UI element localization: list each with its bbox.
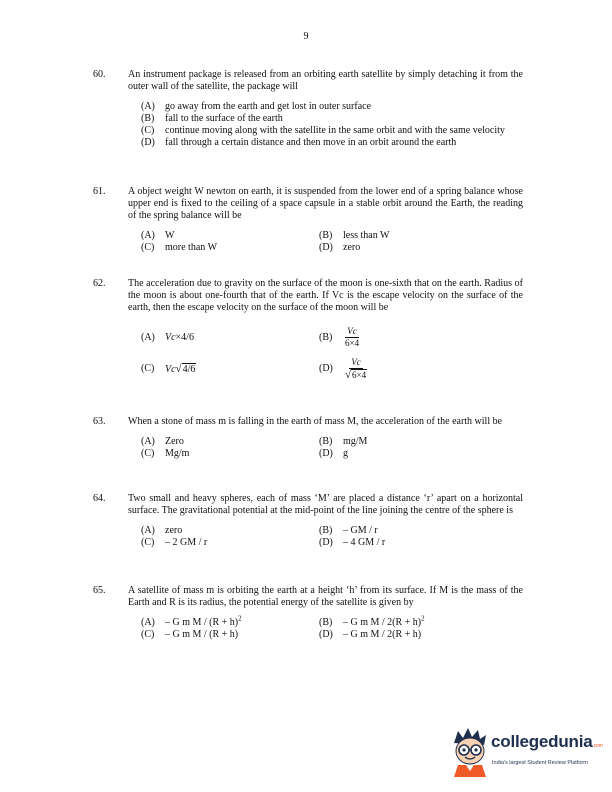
option-a [141, 614, 319, 629]
options-grid [141, 614, 523, 641]
option-text: Zero [165, 436, 184, 447]
radical-sign-icon: √ [175, 362, 182, 375]
option-a [141, 101, 523, 113]
option-b [319, 525, 519, 537]
question-text: A object weight W newton on earth, it is suspended from the lower end of a spring balance whose upper end is fixed to the ceiling of a space capsule in a stable orbit around the Earth, the reading of the spring balance will be [128, 186, 523, 221]
option-text: mg/M [343, 436, 368, 447]
option-label: (A) [141, 525, 155, 536]
question-text: When a stone of mass m is falling in the earth of mass M, the acceleration of the earth will be [128, 416, 503, 427]
brand-name: collegedunia [491, 732, 593, 751]
option-text: W [165, 230, 175, 241]
option-expression [165, 332, 194, 344]
option-label: (B) [141, 113, 155, 124]
question-64 [93, 493, 523, 549]
question-text: A satellite of mass m is orbiting the earth at a height ‘h’ from its surface. If M is the mass of the Earth and R is its radius, the potential energy of the satellite is given by [128, 585, 523, 608]
option-label: (A) [141, 331, 155, 343]
exponent: 2 [238, 614, 242, 623]
option-d [319, 537, 519, 549]
option-c [141, 242, 319, 254]
option-label: (B) [319, 525, 333, 536]
expression-rest: ×4/6 [175, 331, 194, 343]
option-c [141, 363, 319, 376]
option-b [319, 614, 519, 629]
option-text: more than W [165, 242, 218, 253]
option-text: less than W [343, 230, 390, 241]
brand-wordmark [491, 732, 603, 752]
option-d [319, 448, 519, 460]
option-a [141, 230, 319, 242]
question-text: An instrument package is released from an orbiting earth satellite by simply detaching it from the outer wall of the satellite, the package will [128, 69, 523, 92]
option-b [319, 436, 519, 448]
fraction-denominator: 6×4 [345, 338, 360, 348]
option-label: (C) [141, 448, 155, 459]
option-label: (A) [141, 617, 155, 628]
question-number: 63. [93, 416, 106, 427]
option-label: (D) [319, 537, 333, 548]
option-b [141, 113, 523, 125]
question-text: Two small and heavy spheres, each of mass ‘M’ are placed a distance ‘r’ apart on a horizontal surface. The gravitational potential at the mid-point of the line joining the centre of the sphere is [128, 493, 523, 516]
option-label: (C) [141, 537, 155, 548]
option-text: – G m M / (R + h) [165, 629, 239, 640]
option-b [319, 230, 519, 242]
fraction-numerator: Vc [351, 357, 361, 367]
option-text [165, 614, 242, 629]
option-text: – 2 GM / r [165, 537, 208, 548]
option-c [141, 537, 319, 549]
option-label: (B) [319, 230, 333, 241]
option-text: zero [343, 242, 361, 253]
option-d [319, 242, 519, 254]
page-number: 9 [303, 31, 309, 42]
mascot-icon [448, 727, 492, 777]
option-label: (D) [319, 448, 333, 459]
question-63 [93, 416, 523, 460]
option-text: – GM / r [343, 525, 378, 536]
expression: – G m M / (R + h) [165, 617, 239, 628]
option-label: (D) [319, 363, 333, 374]
option-d [319, 629, 519, 641]
option-text [343, 614, 425, 629]
option-label: (C) [141, 242, 155, 253]
option-text: g [343, 448, 348, 459]
option-text: fall through a certain distance and then move in an orbit around the earth [165, 137, 457, 148]
radical-sign-icon: √ [345, 369, 352, 381]
fraction-denominator [343, 369, 369, 381]
brand-suffix: .com [592, 743, 603, 749]
brand-tagline: India's largest Student Review Platform [492, 760, 588, 766]
option-expression [165, 363, 196, 376]
option-text: – 4 GM / r [343, 537, 386, 548]
question-number: 62. [93, 278, 106, 289]
option-label: (D) [319, 242, 333, 253]
options-grid [141, 230, 523, 254]
var-vc: Vc [165, 363, 176, 375]
option-label: (A) [141, 230, 155, 241]
option-text: – G m M / 2(R + h) [343, 629, 422, 640]
option-label: (B) [319, 617, 333, 628]
option-c [141, 629, 319, 641]
option-label: (D) [319, 629, 333, 640]
question-65 [93, 585, 523, 641]
var-vc: Vc [165, 331, 176, 343]
fraction [343, 326, 361, 349]
options-grid [141, 436, 523, 460]
options-list [141, 101, 523, 149]
option-text: zero [165, 525, 183, 536]
question-number: 61. [93, 186, 106, 197]
option-label: (D) [141, 137, 155, 148]
radicand: 4/6 [182, 363, 196, 375]
option-text: Mg/m [165, 448, 190, 459]
option-a [141, 525, 319, 537]
question-text: The acceleration due to gravity on the surface of the moon is one-sixth that on the earth. Radius of the moon is about one-fourth that of the earth. If Vc is the escape velocity on the surface of the earth, then the escape velocity on the surface of the moon will be [128, 278, 523, 313]
option-a [141, 436, 319, 448]
option-label: (B) [319, 436, 333, 447]
question-60 [93, 69, 523, 149]
fraction-numerator: Vc [347, 326, 357, 336]
option-c [141, 448, 319, 460]
option-label: (A) [141, 101, 155, 112]
question-62 [93, 278, 523, 381]
option-text: go away from the earth and get lost in outer surface [165, 101, 372, 112]
option-label: (C) [141, 362, 155, 374]
options-grid [141, 525, 523, 549]
option-text: continue moving along with the satellite in the same orbit and with the same velocity [165, 125, 505, 136]
question-61 [93, 186, 523, 254]
option-b [319, 326, 519, 349]
option-label: (C) [141, 125, 155, 136]
option-text: fall to the surface of the earth [165, 113, 283, 124]
option-d [319, 357, 519, 381]
expression: – G m M / 2(R + h) [343, 617, 422, 628]
option-d [141, 137, 523, 149]
option-label: (A) [141, 436, 155, 447]
option-label: (B) [319, 331, 333, 343]
collegedunia-logo[interactable] [448, 727, 603, 777]
question-number: 60. [93, 69, 106, 80]
exponent: 2 [421, 614, 425, 623]
option-a [141, 332, 319, 344]
option-c [141, 125, 523, 137]
fraction [343, 357, 369, 381]
options-grid [141, 326, 523, 381]
radicand: 6×4 [352, 370, 367, 380]
question-number: 65. [93, 585, 106, 596]
option-label: (C) [141, 629, 155, 640]
question-number: 64. [93, 493, 106, 504]
